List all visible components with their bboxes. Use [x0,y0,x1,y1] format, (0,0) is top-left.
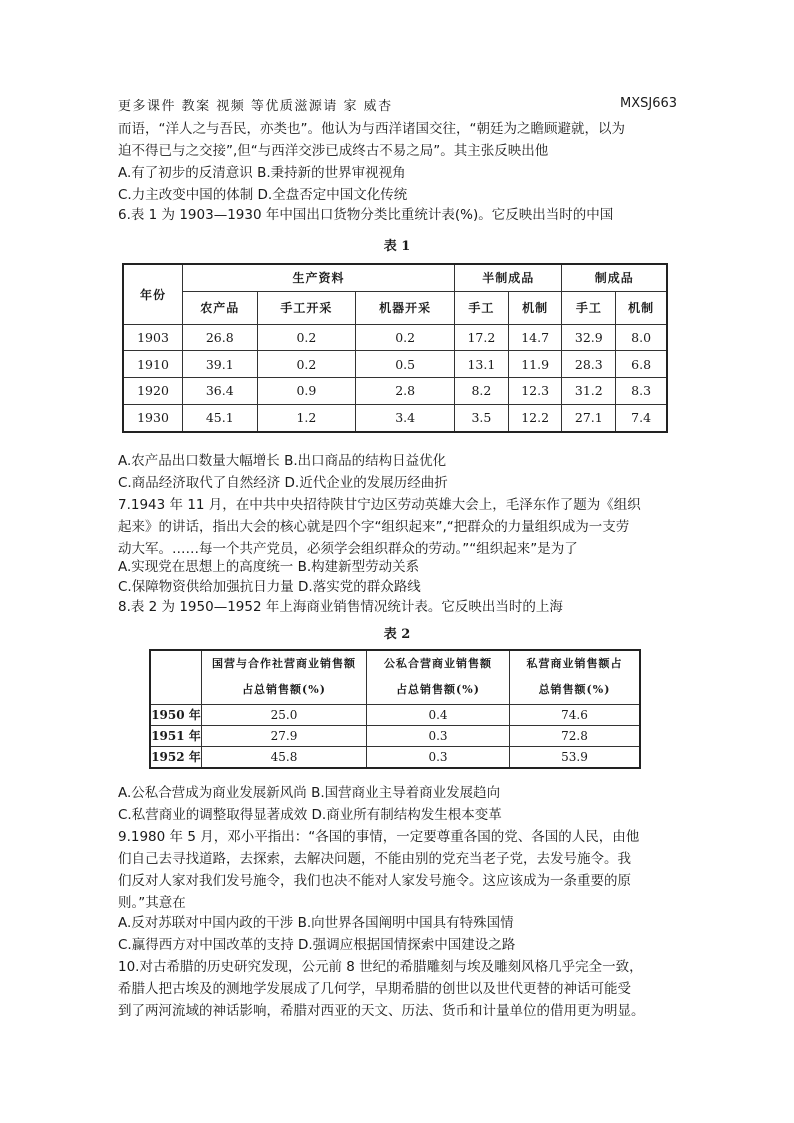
table2-row [150,746,640,768]
q8-options-cd: C.私营商业的调整取得显著成效 D.商业所有制结构发生根本变革 [118,807,502,823]
table1-header-group-finished: 制成品 [562,264,667,291]
table-2 [149,649,641,769]
table1-cell: 8.2 [455,378,509,405]
table2-header-state-line1: 国营与合作社营商业销售额 [212,657,356,671]
table1-cell: 8.0 [616,324,667,351]
table2-header-joint-line1: 公私合营商业销售额 [384,657,492,671]
table1-header-machine-mining: 机器开采 [356,291,455,324]
table1-cell: 8.3 [616,378,667,405]
table1-cell: 3.4 [356,404,455,432]
table1-cell: 26.8 [183,324,258,351]
table1-cell: 1910 [123,351,183,378]
q6-stem: 6.表 1 为 1903—1930 年中国出口货物分类比重统计表(%)。它反映出当时的中国 [118,207,614,223]
table1-cell: 11.9 [508,351,562,378]
table1-header-semi-machine: 机制 [508,291,562,324]
q10-line-3: 到了两河流域的神话影响，希腊对西亚的天文、历法、货币和计量单位的借用更为明显。 [118,1003,645,1019]
q5-line-2: 迫不得已与之交接”,但“与西洋交涉已成终古不易之局”。其主张反映出他 [118,143,549,159]
table1-header-fin-hand: 手工 [562,291,616,324]
table2-cell-year: 1951 年 [150,725,202,746]
q7-options-ab: A.实现党在思想上的高度统一 B.构建新型劳动关系 [118,559,420,575]
q10-line-2: 希腊人把古埃及的测地学发展成了几何学，早期希腊的创世以及世代更替的神话可能受 [118,981,631,997]
table1-cell: 3.5 [455,404,509,432]
table2-corner [150,650,202,704]
table1-cell: 13.1 [455,351,509,378]
table1-cell: 0.2 [257,351,356,378]
table1-cell: 12.2 [508,404,562,432]
table2-cell: 74.6 [510,704,641,725]
table1-cell: 0.2 [257,324,356,351]
table1-cell: 17.2 [455,324,509,351]
table2-cell: 0.3 [367,725,510,746]
table1-cell: 36.4 [183,378,258,405]
q9-options-ab: A.反对苏联对中国内政的干涉 B.向世界各国阐明中国具有特殊国情 [118,915,514,931]
q7-options-cd: C.保障物资供给加强抗日力量 D.落实党的群众路线 [118,579,421,595]
table1-cell: 2.8 [356,378,455,405]
table1-header-group-semi: 半制成品 [455,264,562,291]
table1-header-group-production: 生产资料 [183,264,455,291]
table2-title: 表 2 [383,627,411,642]
table1-cell: 31.2 [562,378,616,405]
table2-header-private-line2: 总销售额(%) [538,683,611,697]
table2-row [150,725,640,746]
q8-stem: 8.表 2 为 1950—1952 年上海商业销售情况统计表。它反映出当时的上海 [118,599,563,615]
table1-cell: 39.1 [183,351,258,378]
q9-line-2: 们自己去寻找道路，去探索，去解决问题，不能由别的党充当老子党，去发号施令。我 [118,851,631,867]
table2-cell: 53.9 [510,746,641,768]
table2-cell: 25.0 [202,704,367,725]
q9-line-4: 则。”其意在 [118,895,186,911]
table2-cell: 0.3 [367,746,510,768]
table1-cell: 1.2 [257,404,356,432]
table2-cell-year: 1952 年 [150,746,202,768]
table1-row [123,324,667,351]
table1-cell: 45.1 [183,404,258,432]
table2-header-state [202,650,367,704]
table1-cell: 1930 [123,404,183,432]
table2-cell: 72.8 [510,725,641,746]
table1-cell: 6.8 [616,351,667,378]
table1-cell: 28.3 [562,351,616,378]
q7-line-2: 起来》的讲话，指出大会的核心就是四个字“组织起来”,“把群众的力量组织成为一支劳 [118,519,630,535]
table1-cell: 1903 [123,324,183,351]
table1-cell: 32.9 [562,324,616,351]
q9-line-1: 9.1980 年 5 月，邓小平指出：“各国的事情，一定要尊重各国的党、各国的人民，由他 [118,829,640,845]
table2-cell-year: 1950 年 [150,704,202,725]
q6-options-ab: A.农产品出口数量大幅增长 B.出口商品的结构日益优化 [118,453,447,469]
table2-cell: 45.8 [202,746,367,768]
table1-row [123,351,667,378]
table1-cell: 1920 [123,378,183,405]
table1-cell: 0.5 [356,351,455,378]
table1-row [123,404,667,432]
table1-cell: 14.7 [508,324,562,351]
table1-cell: 12.3 [508,378,562,405]
table1-row [123,378,667,405]
table2-header-private-line1: 私营商业销售额占 [526,657,623,671]
q10-line-1: 10.对古希腊的历史研究发现，公元前 8 世纪的希腊雕刻与埃及雕刻风格几乎完全一致， [118,959,643,975]
promo-header: 更多课件 教案 视频 等优质滋源请 家 威杏 [118,99,393,114]
table1-header-year: 年份 [123,264,183,324]
table2-header-joint-line2: 占总销售额(%) [396,683,480,697]
table1-cell: 27.1 [562,404,616,432]
q8-options-ab: A.公私合营成为商业发展新风尚 B.国营商业主导着商业发展趋向 [118,785,501,801]
table1-header-fin-machine: 机制 [616,291,667,324]
table1-title: 表 1 [383,239,411,254]
q7-line-3: 动大军。……每一个共产党员，必须学会组织群众的劳动。”“组织起来”是为了 [118,541,578,557]
table2-header-state-line2: 占总销售额(%) [242,683,326,697]
q5-options-cd: C.力主改变中国的体制 D.全盘否定中国文化传统 [118,187,408,203]
table1-header-agri: 农产品 [183,291,258,324]
q5-line-1: 而语，“洋人之与吾民，亦类也”。他认为与西洋诸国交往，“朝廷为之瞻顾避就，以为 [118,121,625,137]
q9-options-cd: C.赢得西方对中国改革的支持 D.强调应根据国情探索中国建设之路 [118,937,516,953]
q6-options-cd: C.商品经济取代了自然经济 D.近代企业的发展历经曲折 [118,475,448,491]
table1-header-hand-mining: 手工开采 [257,291,356,324]
table2-header-private [510,650,641,704]
table2-header-joint [367,650,510,704]
table-1 [122,263,668,433]
table2-cell: 27.9 [202,725,367,746]
q5-options-ab: A.有了初步的反清意识 B.秉持新的世界审视视角 [118,165,406,181]
q9-line-3: 们反对人家对我们发号施令，我们也决不能对人家发号施令。这应该成为一条重要的原 [118,873,631,889]
q7-line-1: 7.1943 年 11 月，在中共中央招待陕甘宁边区劳动英雄大会上，毛泽东作了题为《组织 [118,497,641,513]
table1-header-semi-hand: 手工 [455,291,509,324]
doc-code: MXSJ663 [620,96,678,111]
table1-cell: 0.2 [356,324,455,351]
table1-cell: 0.9 [257,378,356,405]
table2-row [150,704,640,725]
table1-cell: 7.4 [616,404,667,432]
table2-cell: 0.4 [367,704,510,725]
